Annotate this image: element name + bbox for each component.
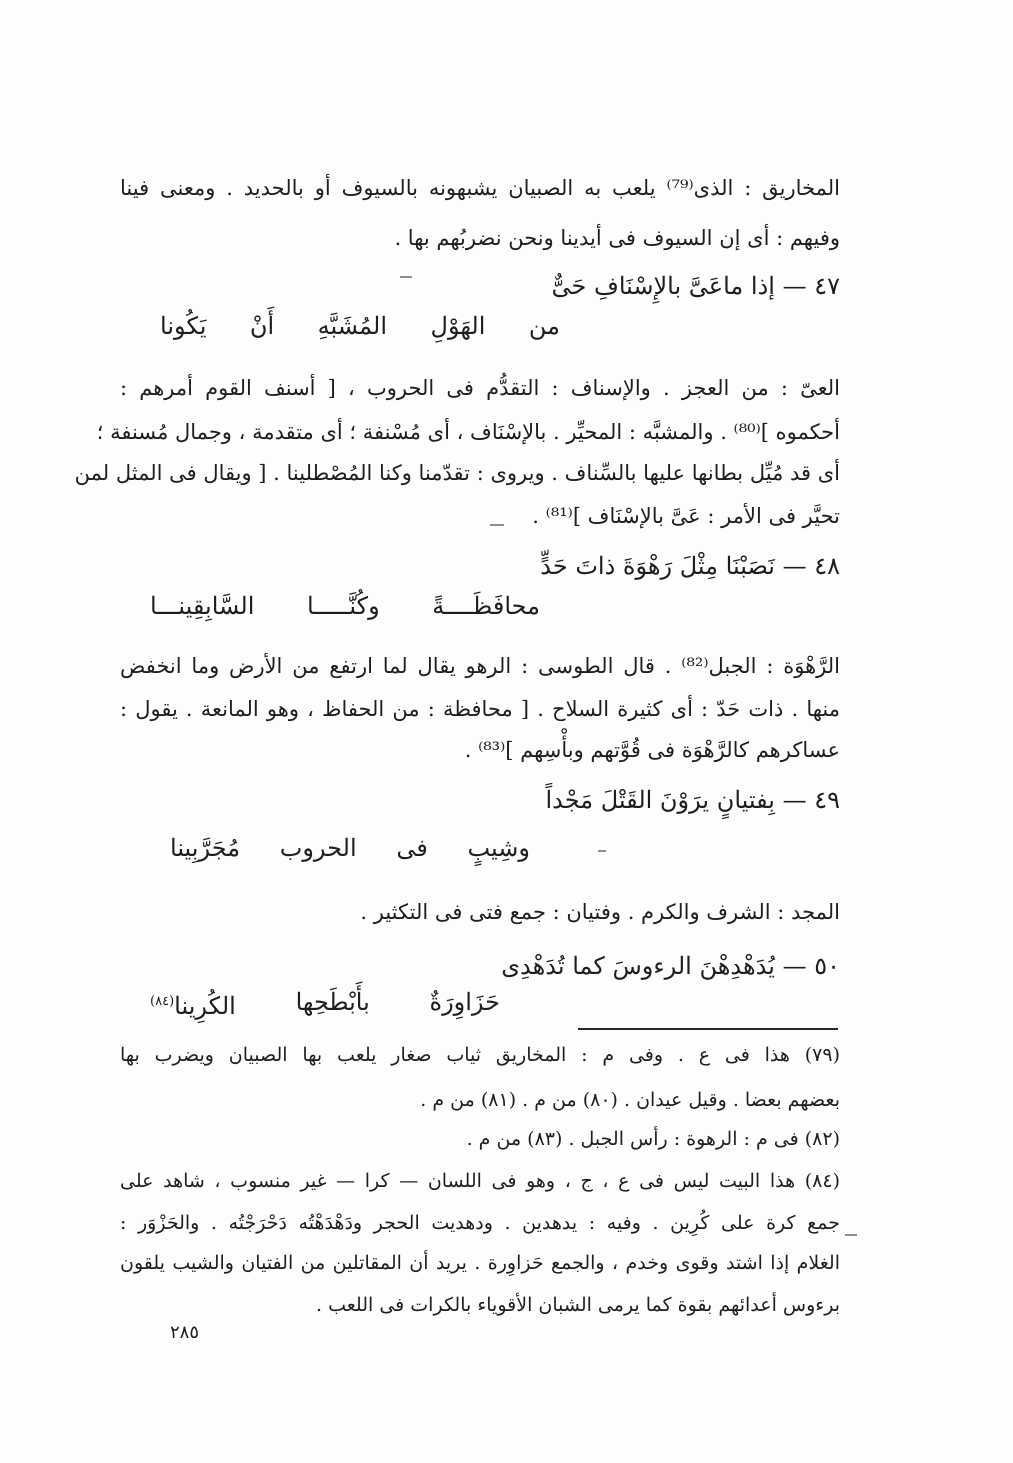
verse-48-first-hemistich [420, 548, 840, 584]
verse-49-second-hemistich [170, 830, 530, 866]
prose-line: المخاريق : الذى⁽⁷⁹⁾ يلعب به الصبيان يشبهونه بالسيوف أو بالحديد . ومعنى فينا [120, 176, 840, 200]
footnote-separator [578, 1028, 838, 1030]
word: حَزَاوِرَةٌ [429, 988, 500, 1016]
word: أَنْ [249, 312, 275, 340]
verse-number: ٤٩ — [782, 786, 840, 814]
verse-47-first-hemistich [420, 268, 840, 304]
footnote-line: (٨٤) هذا البيت ليس فى ع ، ج ، وهو فى اللسان — كرا — غير منسوب ، شاهد على [120, 1170, 840, 1192]
prose-line: العىّ : من العجز . والإسناف : التقدُّم فى الحروب ، [ أسنف القوم أمرهم : [120, 376, 840, 400]
word: يَكُونا [160, 312, 207, 340]
prose-line: وفيهم : أى إن السيوف فى أيدينا ونحن نضربُهم بها . [394, 226, 840, 250]
word [150, 984, 236, 1024]
prose-line: أحكموه ]⁽⁸⁰⁾ . والمشبَّه : المحيِّر . بالإسْنَاف ، أى مُسْنفة ؛ أى متقدمة ، وجمال مُسنفة ؛ [96, 420, 840, 444]
verse-50-first-hemistich [420, 948, 840, 984]
word: من [528, 312, 560, 340]
prose-line: أى قد مُيِّل بطانها عليها بالسِّناف . ويروى : تقدّمنا وكنا المُصْطلينا . [ ويقال فى المثل لمن [74, 461, 840, 485]
verse-49-first-hemistich [420, 782, 840, 818]
footnote-line: (٧٩) هذا فى ع . وفى م : المخاريق ثياب صغار يلعب بها الصبيان ويضرب بها [120, 1044, 840, 1066]
hemistich-text: بِفتيانٍ يرَوْنَ القَتْلَ مَجْداً [545, 786, 775, 814]
hemistich-text: إذا ماعَىَّ بالإِسْنَافِ حَىٌّ [551, 272, 775, 300]
prose-line: تحيَّر فى الأمر : عَىَّ بالإسْنَاف ]⁽⁸¹⁾ . [532, 504, 840, 528]
footnote-line: بعضهم بعضا . وقيل عيدان . (٨٠) من م . (٨١) من م . [420, 1089, 840, 1111]
scan-mark [490, 524, 504, 526]
verse-47-second-hemistich [160, 308, 560, 344]
page-number: ٢٨٥ [170, 1322, 200, 1343]
verse-50-second-hemistich [150, 984, 500, 1024]
footnote-line: (٨٢) فى م : الرهوة : رأس الجبل . (٨٣) من م . [466, 1128, 840, 1150]
verse-number: ٤٨ — [782, 552, 840, 580]
scan-mark [400, 276, 412, 278]
prose-line: المجد : الشرف والكرم . وفتيان : جمع فتى فى التكثير . [360, 900, 840, 924]
word: الهَوْلِ [430, 312, 486, 340]
scan-mark [845, 1234, 857, 1236]
hemistich-text: يُدَهْدِهْنَ الرءوسَ كما تُدَهْدِى [501, 952, 775, 980]
word: الكُرِينا [174, 992, 236, 1020]
word: محافَظَــــةً [432, 592, 540, 620]
word: وكُنَّـــــا [306, 592, 380, 620]
word: المُشَبَّهِ [317, 312, 388, 340]
scan-mark [598, 850, 606, 852]
footnote-line: برءوس أعدائهم بقوة كما يرمى الشبان الأقوياء بالكرات فى اللعب . [316, 1294, 840, 1316]
word: السَّابِقِينـــا [150, 592, 255, 620]
footnote-line: الغلام إذا اشتد وقوى وخدم ، والجمع حَزاوِرة . يريد أن المقاتلين من الفتيان والشيب يلقون [120, 1252, 840, 1274]
word: الحروب [279, 834, 357, 862]
footnote-line: جمع كرة على كُرِين . وفيه : يدهدين . ودهديت الحجر ودَهْدَهْتُه دَحْرَجْتُه . والحَزْوَر : [120, 1212, 840, 1234]
prose-line: عساكرهم كالرَّهْوَة فى قُوَّتهم وبأْسِهم ]⁽⁸³⁾ . [464, 738, 840, 762]
hemistich-text: نَصَبْنَا مِثْلَ رَهْوَةَ ذاتَ حَدٍّ [540, 552, 775, 580]
verse-48-second-hemistich [150, 588, 540, 624]
prose-line: منها . ذات حَدّ : أى كثيرة السلاح . [ محافظة : من الحفاظ ، وهو المانعة . يقول : [120, 697, 840, 721]
word: بأَبْطَحِها [295, 988, 370, 1016]
word: فى [396, 834, 428, 862]
verse-number: ٤٧ — [782, 272, 840, 300]
footnote-marker: (٨٤) [150, 994, 175, 1009]
word: وشِيبٍ [467, 834, 530, 862]
prose-line: الرَّهْوَة : الجبل⁽⁸²⁾ . قال الطوسى : الرهو يقال لما ارتفع من الأرض وما انخفض [120, 654, 840, 678]
word: مُجَرَّبِينا [170, 834, 241, 862]
verse-number: ٥٠ — [782, 952, 840, 980]
